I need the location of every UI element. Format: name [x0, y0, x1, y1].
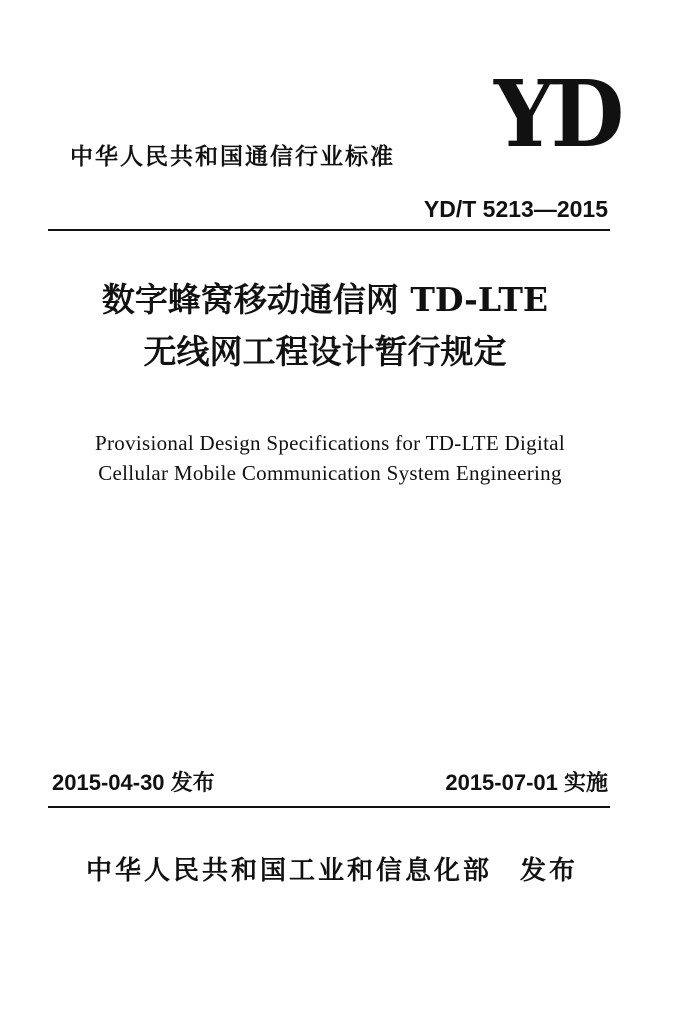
issue-date: 2015-04-30 发布 [52, 770, 215, 795]
english-title-line-1: Provisional Design Specifications for TD-LTE Digital [95, 431, 565, 455]
chinese-title-line-1: 数字蜂窝移动通信网 TD-LTE [101, 280, 549, 319]
bottom-divider [48, 806, 610, 808]
publisher-line [86, 850, 578, 887]
standard-number: YD/T 5213—2015 [423, 196, 608, 222]
publisher-name: 中华人民共和国工业和信息化部 [86, 856, 493, 886]
yd-logo: YD [494, 60, 621, 168]
publisher-action: 发布 [520, 856, 579, 886]
implementation-date: 2015-07-01 实施 [445, 770, 608, 795]
top-divider [48, 229, 610, 231]
english-title-line-2: Cellular Mobile Communication System Engineering [98, 461, 562, 485]
standard-type-header: 中华人民共和国通信行业标准 [70, 144, 395, 170]
chinese-title-line-2: 无线网工程设计暂行规定 [143, 332, 507, 371]
